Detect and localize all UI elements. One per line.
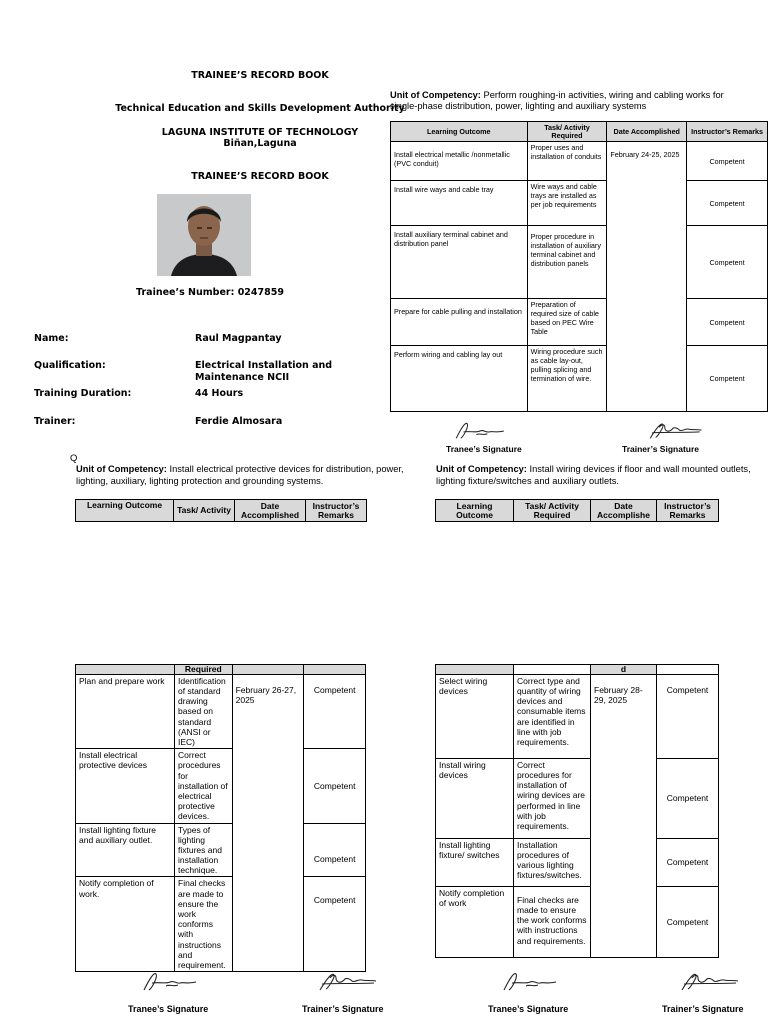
uc1-description [390, 90, 750, 112]
uc1-task: Proper uses and installation of conduits [527, 142, 607, 181]
trainer-value: Ferdie Almosara [195, 416, 283, 427]
uc1-outcome: Prepare for cable pulling and installation [391, 299, 528, 346]
uc1-remark: Competent [687, 226, 768, 299]
uc1-header-task: Task/ Activity Required [527, 122, 607, 142]
uc2-header-fragment: Required [175, 665, 233, 675]
uc3-task: Correct procedures for installation of wiring devices are performed in line with job requirements. [514, 758, 591, 838]
uc3-header-table [435, 499, 719, 522]
table-row [391, 346, 768, 412]
table-row [436, 674, 719, 758]
qualification-value: Electrical Installation and Maintenance NCII [195, 360, 333, 383]
uc3-task: Correct type and quantity of wiring devices and consumable items are identified in line with job requirements. [514, 674, 591, 758]
uc3-outcome: Select wiring devices [436, 674, 514, 758]
uc1-text: Perform roughing-in activities, wiring and cabling works for single-phase distribution, power, lighting and auxiliary systems [390, 90, 724, 112]
uc3-header-date: Date Accomplishe [591, 500, 657, 522]
uc2-text: Install electrical protective devices for distribution, power, lighting, auxiliary, lighting protection and grounding systems. [76, 464, 404, 486]
trainer-signature-image [676, 970, 740, 994]
table-row [391, 181, 768, 226]
table-row [391, 142, 768, 181]
uc1-header-outcome: Learning Outcome [391, 122, 528, 142]
record-book-title: TRAINEE’S RECORD BOOK [191, 171, 329, 182]
uc2-trainee-signature-label: Tranee’s Signature [128, 1004, 209, 1014]
uc1-outcome: Install wire ways and cable tray [391, 181, 528, 226]
trainee-photo [157, 194, 251, 276]
uc1-task: Wiring procedure such as cable lay-out, pulling splicing and termination of wire. [527, 346, 607, 412]
uc2-outcome: Install electrical protective devices [76, 749, 175, 823]
name-label: Name: [34, 333, 69, 344]
uc3-task: Installation procedures of various lighting fixtures/switches. [514, 838, 591, 886]
uc1-table [390, 121, 768, 412]
uc3-header-outcome: Learning Outcome [436, 500, 514, 522]
name-value: Raul Magpantay [195, 333, 282, 344]
table-row [436, 838, 719, 886]
uc1-task: Preparation of required size of cable based on PEC Wire Table [527, 299, 607, 346]
uc1-remark: Competent [687, 142, 768, 181]
uc3-trainer-signature-label: Trainer’s Signature [662, 1004, 744, 1014]
uc1-label: Unit of Competency: [390, 90, 481, 100]
uc2-header-date: Date Accomplished [235, 500, 306, 522]
table-row [76, 749, 366, 823]
uc2-task: Final checks are made to ensure the work conforms with instructions and requirement. [175, 877, 233, 972]
uc3-header-fragment: d [591, 665, 657, 675]
agency-name: Technical Education and Skills Development Authority [115, 103, 405, 114]
table-row [76, 823, 366, 877]
trainee-signature-image [500, 970, 560, 994]
table-row [436, 886, 719, 957]
trainee-signature-image [452, 420, 508, 442]
uc3-trainee-signature-label: Tranee’s Signature [488, 1004, 569, 1014]
table-row [76, 877, 366, 972]
uc3-remark: Competent [657, 886, 719, 957]
uc3-remark: Competent [657, 674, 719, 758]
table-row [391, 226, 768, 299]
uc1-outcome: Perform wiring and cabling lay out [391, 346, 528, 412]
uc1-trainee-signature-label: Tranee’s Signature [446, 444, 522, 454]
uc3-description [436, 464, 768, 487]
uc1-header-date: Date Accomplished [607, 122, 687, 142]
uc2-remark: Competent [304, 877, 366, 972]
uc2-label: Unit of Competency: [76, 464, 167, 474]
uc1-remark: Competent [687, 181, 768, 226]
uc2-table [75, 664, 366, 972]
trainee-number: Trainee’s Number: 0247859 [136, 287, 284, 298]
uc2-outcome: Notify completion of work. [76, 877, 175, 972]
stray-character: Q [70, 453, 78, 464]
trainee-signature-image [140, 970, 200, 994]
uc3-outcome: Install wiring devices [436, 758, 514, 838]
uc2-header-task: Task/ Activity [174, 500, 235, 522]
uc1-remark: Competent [687, 299, 768, 346]
uc2-task: Correct procedures for installation of electrical protective devices. [175, 749, 233, 823]
uc2-remark: Competent [304, 823, 366, 877]
table-row [436, 758, 719, 838]
uc3-text: Install wiring devices if floor and wall mounted outlets, lighting fixture/switches and auxiliary outlets. [436, 464, 751, 486]
uc2-header-table [75, 499, 367, 522]
uc1-date: February 24-25, 2025 [607, 142, 687, 412]
institute-name: LAGUNA INSTITUTE OF TECHNOLOGY [161, 127, 359, 138]
uc3-remark: Competent [657, 838, 719, 886]
uc3-header-task: Task/ Activity Required [514, 500, 591, 522]
uc3-task: Final checks are made to ensure the work conforms with instructions and requirements. [514, 886, 591, 957]
uc1-task: Wire ways and cable trays are installed as per job requirements [527, 181, 607, 226]
uc2-date: February 26-27, 2025 [232, 674, 304, 971]
uc3-outcome: Notify completion of work [436, 886, 514, 957]
uc2-trainer-signature-label: Trainer’s Signature [302, 1004, 384, 1014]
uc2-remark: Competent [304, 749, 366, 823]
uc2-description [76, 464, 426, 487]
trainer-signature-image [642, 420, 706, 442]
uc1-trainer-signature-label: Trainer’s Signature [622, 444, 699, 454]
uc2-outcome: Install lighting fixture and auxiliary outlet. [76, 823, 175, 877]
duration-value: 44 Hours [195, 388, 244, 399]
uc2-task: Identification of standard drawing based on standard (ANSI or IEC) [175, 674, 233, 748]
uc3-date: February 28-29, 2025 [591, 674, 657, 957]
uc3-label: Unit of Competency: [436, 464, 527, 474]
trainer-label: Trainer: [34, 416, 76, 427]
qualification-label: Qualification: [34, 360, 106, 371]
table-row [76, 674, 366, 748]
uc1-remark: Competent [687, 346, 768, 412]
uc2-outcome: Plan and prepare work [76, 674, 175, 748]
trainer-signature-image [314, 970, 378, 994]
cover-title: TRAINEE’S RECORD BOOK [191, 70, 329, 81]
uc2-header-remarks: Instructor’s Remarks [306, 500, 367, 522]
uc3-outcome: Install lighting fixture/ switches [436, 838, 514, 886]
uc3-remark: Competent [657, 758, 719, 838]
uc1-outcome: Install electrical metallic /nonmetallic (PVC conduit) [391, 142, 528, 181]
duration-label: Training Duration: [34, 388, 132, 399]
uc1-task: Proper procedure in installation of auxiliary terminal cabinet and distribution panels [527, 226, 607, 299]
uc1-header-remarks: Instructor’s Remarks [687, 122, 768, 142]
table-row [391, 299, 768, 346]
uc1-outcome: Install auxiliary terminal cabinet and distribution panel [391, 226, 528, 299]
uc2-header-outcome: Learning Outcome [76, 500, 174, 522]
uc3-table [435, 664, 719, 958]
institute-location: Biñan,Laguna [223, 138, 297, 149]
uc2-task: Types of lighting fixtures and installation technique. [175, 823, 233, 877]
uc2-remark: Competent [304, 674, 366, 748]
uc3-header-remarks: Instructor’s Remarks [657, 500, 719, 522]
